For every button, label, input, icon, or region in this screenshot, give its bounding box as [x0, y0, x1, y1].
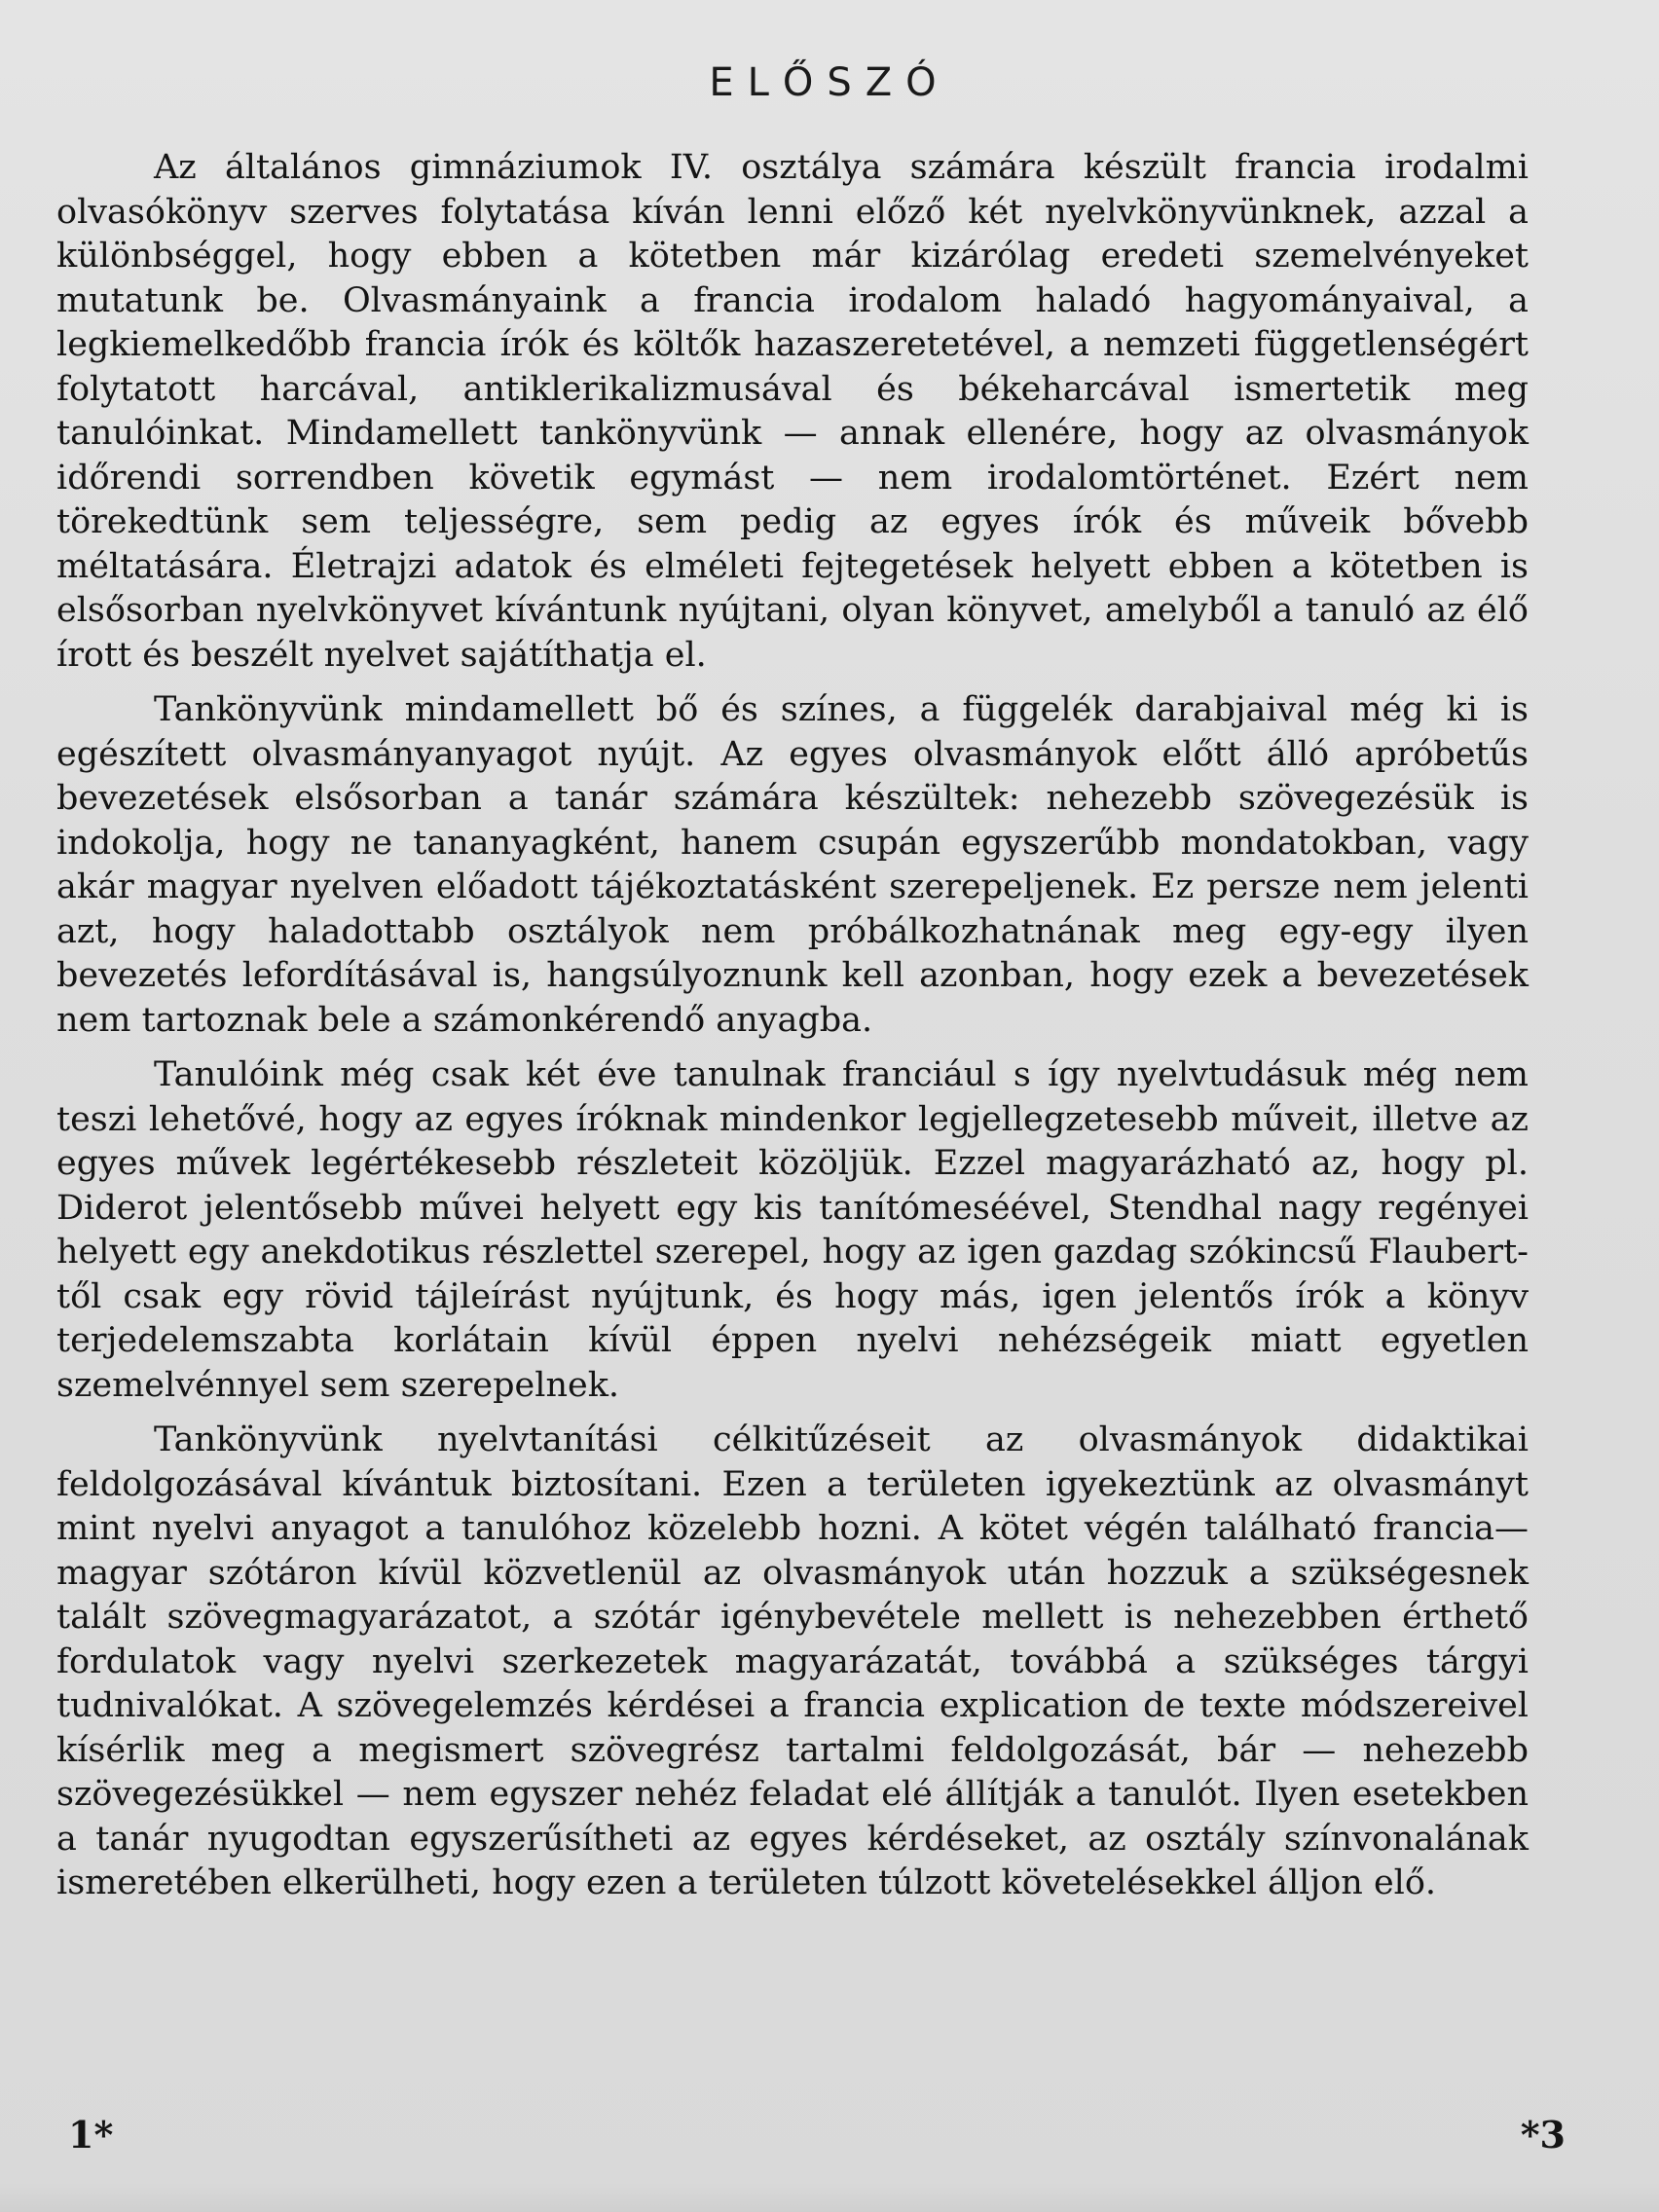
preface-body — [56, 146, 1529, 1917]
paragraph-2: Tankönyvünk mindamellett bő és színes, a függelék darabjaival még ki is egészített olvasmányanyagot nyújt. Az egyes olvasmányok előtt álló apróbetűs bevezetések elsősorban a tanár számára készültek: nehezebb szövegezésük is indokolja, hogy ne tananyagként, hanem csupán egyszerűbb mondatokban, vagy akár magyar nyelven előadott tájékoztatásként szerepeljenek. Ez persze nem jelenti azt, hogy haladottabb osztályok nem próbálkozhatnának meg egy-egy ilyen bevezetés lefordításával is, hangsúlyoznunk kell azonban, hogy ezek a bevezetések nem tartoznak bele a számonkérendő anyagba. — [56, 690, 1529, 1040]
paragraph-4: Tankönyvünk nyelvtanítási célkitűzéseit az olvasmányok didaktikai feldolgozásával kívántuk biztosítani. Ezen a területen igyekeztünk az olvasmányt mint nyelvi anyagot a tanulóhoz közelebb hozni. A kötet végén található francia—magyar szótáron kívül közvetlenül az olvasmányok után hozzuk a szükségesnek talált szövegmagyarázatot, a szótár igénybevétele mellett is nehezebben érthető fordulatok vagy nyelvi szerkezetek magyarázatát, továbbá a szükséges tárgyi tudnivalókat. A szövegelemzés kérdései a francia explication de texte módszereivel kísérlik meg a megismert szövegrész tartalmi feldolgozását, bár — nehezebb szövegezésükkel — nem egyszer nehéz feladat elé állítják a tanulót. Ilyen esetekben a tanár nyugodtan egyszerűsítheti az egyes kérdéseket, az osztály színvonalának ismeretében elkerülheti, hogy ezen a területen túlzott követelésekkel álljon elő. — [56, 1420, 1529, 1902]
page-title: ELŐSZÓ — [709, 60, 950, 105]
paragraph-1: Az általános gimnáziumok IV. osztálya számára készült francia irodalmi olvasókönyv szerves folytatása kíván lenni előző két nyelvkönyvünknek, azzal a különbséggel, hogy ebben a kötetben már kizárólag eredeti szemelvényeket mutatunk be. Olvasmányaink a francia irodalom haladó hagyományaival, a legkiemelkedőbb francia írók és költők hazaszeretetével, a nemzeti függetlenségért folytatott harcával, antiklerikalizmusával és békeharcával ismertetik meg tanulóinkat. Mindamellett tankönyvünk — annak ellenére, hogy az olvasmányok időrendi sorrendben követik egymást — nem irodalomtörténet. Ezért nem törekedtünk sem teljességre, sem pedig az egyes írók és műveik bővebb méltatására. Életrajzi adatok és elméleti fejtegetések helyett ebben a kötetben is elsősorban nyelvkönyvet kívántunk nyújtani, olyan könyvet, amelyből a tanuló az élő írott és beszélt nyelvet sajátíthatja el. — [56, 148, 1529, 675]
signature-mark: 1* — [68, 2113, 114, 2157]
page-number: *3 — [1520, 2113, 1566, 2157]
paragraph-3: Tanulóink még csak két éve tanulnak franciául s így nyelvtudásuk még nem teszi lehetővé, hogy az egyes íróknak mindenkor legjellegzetesebb műveit, illetve az egyes művek legértékesebb részleteit közöljük. Ezzel magyarázható az, hogy pl. Diderot jelentősebb művei helyett egy kis tanítómeséével, Stendhal nagy regényei helyett egy anekdotikus részlettel szerepel, hogy az igen gazdag szókincsű Flaubert-től csak egy rövid tájleírást nyújtunk, és hogy más, igen jelentős írók a könyv terjedelemszabta korlátain kívül éppen nyelvi nehézségeik miatt egyetlen szemelvénnyel sem szerepelnek. — [56, 1055, 1529, 1405]
page-bottom-edge — [0, 2183, 1659, 2212]
